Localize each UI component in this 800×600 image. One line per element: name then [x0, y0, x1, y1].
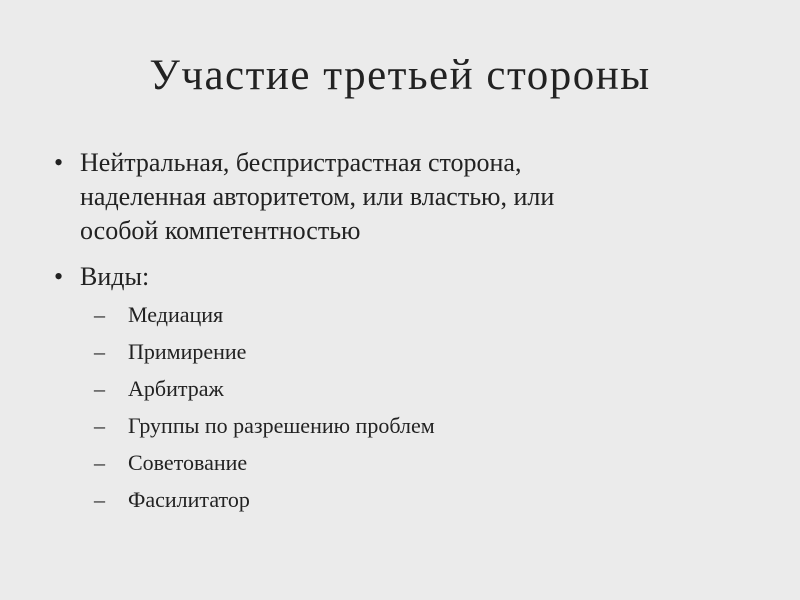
sub-item-arbitration: [94, 376, 752, 402]
bullet-types: [52, 260, 752, 513]
slide-title: Участие третьей стороны: [149, 52, 651, 99]
bullet-definition: [52, 146, 752, 248]
bullet-list: [52, 146, 752, 525]
sub-item-label: Фасилитатор: [128, 487, 250, 512]
dash-marker: –: [94, 302, 105, 327]
bullet-marker: •: [54, 148, 64, 177]
definition-line-3: особой компетентностью: [80, 216, 361, 245]
sub-item-label: Арбитраж: [128, 376, 224, 401]
types-sublist: [80, 302, 752, 513]
dash-marker: –: [94, 339, 105, 364]
sub-item-problem-solving-groups: [94, 413, 752, 439]
sub-item-facilitator: [94, 487, 752, 513]
definition-line-1: Нейтральная, беспристрастная сторона,: [80, 148, 522, 177]
types-heading: Виды:: [80, 262, 150, 291]
sub-item-advising: [94, 450, 752, 476]
sub-item-label: Группы по разрешению проблем: [128, 413, 435, 438]
sub-item-label: Примирение: [128, 339, 247, 364]
dash-marker: –: [94, 376, 105, 401]
dash-marker: –: [94, 413, 105, 438]
definition-line-2: наделенная авторитетом, или властью, или: [80, 182, 555, 211]
sub-item-label: Медиация: [128, 302, 224, 327]
sub-item-label: Советование: [128, 450, 248, 475]
sub-item-mediation: [94, 302, 752, 328]
sub-item-conciliation: [94, 339, 752, 365]
dash-marker: –: [94, 450, 105, 475]
bullet-marker: •: [54, 262, 64, 291]
dash-marker: –: [94, 487, 105, 512]
